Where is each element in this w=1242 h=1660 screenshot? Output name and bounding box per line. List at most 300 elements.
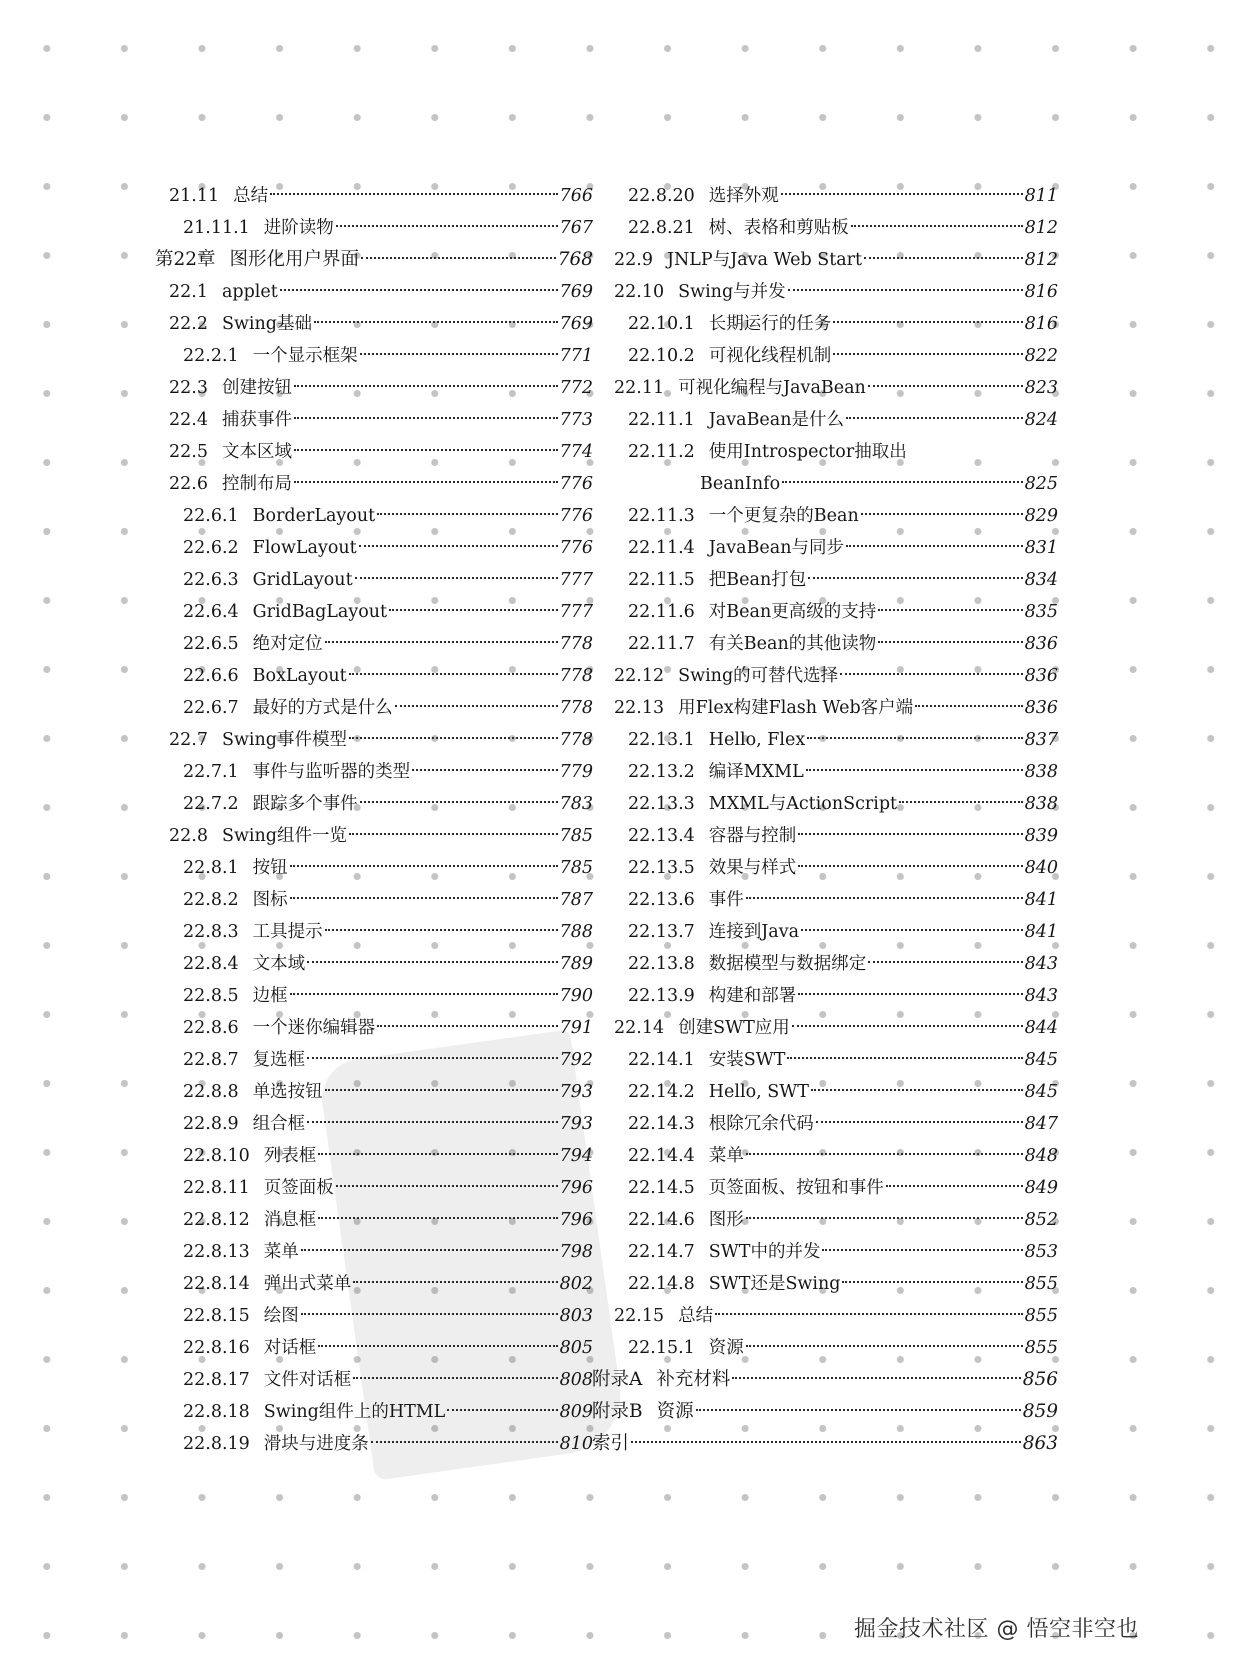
toc-entry <box>614 276 1058 308</box>
toc-entry-title: 编译MXML <box>708 762 804 782</box>
toc-entry-page: 845 <box>1024 1082 1058 1102</box>
toc-entry-page: 855 <box>1024 1306 1058 1326</box>
dot-leader <box>899 801 1023 803</box>
toc-entry-title: 长期运行的任务 <box>708 314 832 334</box>
toc-entry-number: 22.10 <box>614 282 665 302</box>
toc-entry-page: 852 <box>1024 1210 1058 1230</box>
toc-entry-page: 773 <box>559 410 593 430</box>
toc-entry-number: 22.8.3 <box>183 922 239 942</box>
toc-entry-page: 810 <box>559 1434 593 1454</box>
toc-entry-page: 849 <box>1024 1178 1058 1198</box>
toc-entry <box>628 404 1058 436</box>
toc-entry <box>155 1300 593 1332</box>
toc-entry-page: 825 <box>1024 474 1058 494</box>
toc-entry <box>628 532 1058 564</box>
toc-entry <box>628 308 1058 340</box>
dot-leader <box>696 1409 1021 1411</box>
toc-entry <box>155 980 593 1012</box>
dot-leader <box>732 1377 1020 1379</box>
toc-entry-title: 资源 <box>656 1401 694 1422</box>
toc-entry <box>155 180 593 212</box>
toc-entry-number: 22.14.1 <box>628 1050 695 1070</box>
toc-entry-page: 848 <box>1024 1146 1058 1166</box>
toc-entry-page: 853 <box>1024 1242 1058 1262</box>
toc-entry-title: 把Bean打包 <box>708 570 807 590</box>
dot-leader <box>361 257 556 259</box>
toc-entry-page: 823 <box>1024 378 1058 398</box>
toc-entry-title: GridBagLayout <box>252 602 388 622</box>
toc-entry <box>628 180 1058 212</box>
toc-entry-page: 787 <box>559 890 593 910</box>
toc-left-column <box>155 180 593 1460</box>
toc-entry <box>628 980 1058 1012</box>
toc-entry-page: 776 <box>559 506 593 526</box>
toc-entry <box>155 1172 593 1204</box>
dot-leader <box>353 1377 557 1379</box>
toc-entry-page: 771 <box>559 346 593 366</box>
toc-entry <box>628 500 1058 532</box>
toc-entry-page: 768 <box>557 249 593 270</box>
toc-entry-page: 767 <box>559 218 593 238</box>
toc-entry <box>155 1140 593 1172</box>
toc-right-column <box>592 180 1058 1460</box>
toc-entry-number: 22.8.20 <box>628 186 695 206</box>
toc-entry <box>155 916 593 948</box>
toc-entry-number: 22.15.1 <box>628 1338 695 1358</box>
dot-leader <box>270 193 557 195</box>
toc-entry <box>155 596 593 628</box>
toc-entry-title: 选择外观 <box>708 186 779 206</box>
toc-entry-title: 总结 <box>233 186 269 206</box>
dot-leader <box>325 1089 558 1091</box>
toc-entry-title: Hello, SWT <box>708 1082 809 1102</box>
dot-leader <box>840 673 1022 675</box>
toc-entry <box>155 436 593 468</box>
toc-entry <box>592 1364 1058 1396</box>
toc-entry <box>628 1172 1058 1204</box>
toc-entry-number: 22.8.12 <box>183 1210 250 1230</box>
toc-entry-number: 22.8.2 <box>183 890 239 910</box>
toc-entry-number: 22.11.5 <box>628 570 695 590</box>
toc-entry-number: 22.13.7 <box>628 922 695 942</box>
toc-entry-number: 22.11.2 <box>628 442 695 462</box>
toc-entry-number: 22.7.2 <box>183 794 239 814</box>
toc-entry-title: 工具提示 <box>252 922 323 942</box>
toc-entry-page: 777 <box>559 602 593 622</box>
dot-leader <box>377 1025 557 1027</box>
toc-entry-page: 855 <box>1024 1274 1058 1294</box>
toc-entry-number: 21.11.1 <box>183 218 250 238</box>
toc-entry <box>155 564 593 596</box>
toc-entry-number: 21.11 <box>169 186 220 206</box>
dot-leader <box>846 545 1023 547</box>
toc-entry-number: 22.14.6 <box>628 1210 695 1230</box>
dot-leader <box>318 1345 557 1347</box>
toc-entry-number: 22.2.1 <box>183 346 239 366</box>
toc-entry-title: applet <box>221 282 278 302</box>
toc-entry-number: 22.4 <box>169 410 208 430</box>
toc-entry-title: MXML与ActionScript <box>708 794 898 814</box>
toc-entry-number: 22.8.14 <box>183 1274 250 1294</box>
toc-entry-title: 滑块与进度条 <box>263 1434 369 1454</box>
toc-entry-title: 文本域 <box>252 954 306 974</box>
dot-leader <box>833 353 1022 355</box>
dot-leader <box>447 1409 557 1411</box>
toc-entry-page: 792 <box>559 1050 593 1070</box>
dot-leader <box>371 1441 558 1443</box>
toc-entry-number: 22.8.7 <box>183 1050 239 1070</box>
toc-entry-title: BeanInfo <box>700 474 781 494</box>
toc-entry <box>628 436 1058 468</box>
toc-entry-page: 844 <box>1024 1018 1058 1038</box>
toc-entry <box>155 500 593 532</box>
toc-entry-page: 837 <box>1024 730 1058 750</box>
toc-entry-title: 列表框 <box>263 1146 317 1166</box>
toc-entry-title: 创建按钮 <box>221 378 292 398</box>
toc-entry <box>628 916 1058 948</box>
toc-entry-number: 22.6.2 <box>183 538 239 558</box>
dot-leader <box>280 289 558 291</box>
toc-entry-page: 855 <box>1024 1338 1058 1358</box>
toc-entry-page: 836 <box>1024 634 1058 654</box>
toc-entry <box>628 948 1058 980</box>
toc-entry-title: FlowLayout <box>252 538 357 558</box>
dot-leader <box>349 833 558 835</box>
toc-entry-page: 793 <box>559 1082 593 1102</box>
toc-entry-number: 22.14.4 <box>628 1146 695 1166</box>
toc-entry-title: 最好的方式是什么 <box>252 698 393 718</box>
toc-entry-number: 第22章 <box>155 249 216 270</box>
toc-entry-number: 22.13.9 <box>628 986 695 1006</box>
toc-entry-title: 文本区域 <box>221 442 292 462</box>
toc-entry-title: 事件与监听器的类型 <box>252 762 411 782</box>
dot-leader <box>349 673 558 675</box>
toc-entry-title: 跟踪多个事件 <box>252 794 358 814</box>
dot-leader <box>395 705 558 707</box>
dot-leader <box>807 737 1022 739</box>
dot-leader <box>290 897 558 899</box>
dot-leader <box>294 417 558 419</box>
dot-leader <box>822 1249 1022 1251</box>
dot-leader <box>746 1217 1023 1219</box>
dot-leader <box>325 929 558 931</box>
toc-entry-title: JNLP与Java Web Start <box>666 250 863 270</box>
toc-entry-title: 控制布局 <box>221 474 292 494</box>
toc-entry-title: 一个显示框架 <box>252 346 358 366</box>
toc-entry-number: 22.8.19 <box>183 1434 250 1454</box>
toc-entry-number: 22.8.4 <box>183 954 239 974</box>
toc-entry-number: 22.8.1 <box>183 858 239 878</box>
toc-entry-number: 22.13.3 <box>628 794 695 814</box>
toc-entry-number: 附录A <box>592 1369 643 1390</box>
toc-entry-page: 841 <box>1024 922 1058 942</box>
toc-entry-number: 22.13.6 <box>628 890 695 910</box>
toc-entry-title: Swing事件模型 <box>221 730 348 750</box>
toc-entry-number: 22.7 <box>169 730 208 750</box>
dot-leader <box>798 833 1022 835</box>
dot-leader <box>782 481 1022 483</box>
dot-leader <box>868 385 1023 387</box>
toc-entry-title: 图形 <box>708 1210 744 1230</box>
toc-entry-title: 绝对定位 <box>252 634 323 654</box>
toc-entry-number: 索引 <box>592 1433 630 1454</box>
toc-entry <box>155 404 593 436</box>
toc-entry-page: 816 <box>1024 314 1058 334</box>
dot-leader <box>349 737 558 739</box>
toc-entry-number: 22.6.7 <box>183 698 239 718</box>
toc-entry <box>155 788 593 820</box>
toc-entry <box>614 372 1058 404</box>
toc-entry <box>155 1108 593 1140</box>
dot-leader <box>294 385 558 387</box>
toc-entry <box>592 1428 1058 1460</box>
toc-entry <box>155 1364 593 1396</box>
toc-entry-page: 769 <box>559 282 593 302</box>
toc-entry-title: 连接到Java <box>708 922 800 942</box>
toc-entry-title: 根除冗余代码 <box>708 1114 814 1134</box>
toc-entry-page: 785 <box>559 826 593 846</box>
toc-entry-title: Hello, Flex <box>708 730 806 750</box>
toc-entry <box>155 1428 593 1460</box>
toc-entry-page: 836 <box>1024 698 1058 718</box>
dot-leader <box>307 1121 557 1123</box>
toc-entry <box>155 212 593 244</box>
dot-leader <box>301 1313 558 1315</box>
toc-entry-title: GridLayout <box>252 570 353 590</box>
toc-entry-page: 841 <box>1024 890 1058 910</box>
toc-entry-title: BorderLayout <box>252 506 376 526</box>
toc-entry-title: Swing与并发 <box>678 282 786 302</box>
toc-entry-title: 对Bean更高级的支持 <box>708 602 877 622</box>
toc-entry-title: Swing组件一览 <box>221 826 348 846</box>
toc-entry-page: 796 <box>559 1178 593 1198</box>
toc-entry <box>155 852 593 884</box>
toc-entry-number: 22.11.4 <box>628 538 695 558</box>
toc-entry-title: 菜单 <box>708 1146 744 1166</box>
dot-leader <box>290 993 558 995</box>
toc-entry <box>155 660 593 692</box>
toc-entry <box>155 692 593 724</box>
toc-entry-title: 使用Introspector抽取出 <box>708 442 907 462</box>
toc-entry-page: 788 <box>559 922 593 942</box>
toc-entry <box>155 1044 593 1076</box>
dot-leader <box>787 1057 1022 1059</box>
dot-leader <box>715 1313 1022 1315</box>
dot-leader <box>412 769 557 771</box>
toc-entry <box>628 1332 1058 1364</box>
dot-leader <box>318 1153 557 1155</box>
toc-entry <box>628 212 1058 244</box>
toc-entry-number: 22.14.7 <box>628 1242 695 1262</box>
toc-entry-title: 用Flex构建Flash Web客户端 <box>678 698 914 718</box>
toc-entry-page: 824 <box>1024 410 1058 430</box>
toc-entry-title: 复选框 <box>252 1050 306 1070</box>
watermark: 掘金技术社区 @ 悟空非空也 <box>854 1617 1139 1642</box>
dot-leader <box>788 289 1023 291</box>
toc-entry <box>628 1076 1058 1108</box>
toc-entry-page: 778 <box>559 730 593 750</box>
dot-leader <box>336 225 558 227</box>
toc-entry-page: 843 <box>1024 986 1058 1006</box>
toc-entry-number: 22.3 <box>169 378 208 398</box>
dot-leader <box>861 513 1023 515</box>
dot-leader <box>355 577 558 579</box>
toc-entry-number: 22.13.5 <box>628 858 695 878</box>
toc-entry <box>614 1300 1058 1332</box>
dot-leader <box>359 545 558 547</box>
dot-leader <box>294 481 558 483</box>
toc-entry-number: 22.10.2 <box>628 346 695 366</box>
toc-entry-title: 总结 <box>678 1306 714 1326</box>
toc-entry-page: 776 <box>559 474 593 494</box>
toc-entry-title: 捕获事件 <box>221 410 292 430</box>
toc-entry-number: 22.13.4 <box>628 826 695 846</box>
toc-entry-number: 22.8.17 <box>183 1370 250 1390</box>
dot-leader <box>360 353 558 355</box>
toc-entry-title: 进阶读物 <box>263 218 334 238</box>
toc-entry-page: 843 <box>1024 954 1058 974</box>
toc-entry <box>155 1332 593 1364</box>
toc-entry-page: 777 <box>559 570 593 590</box>
toc-entry-number: 22.13 <box>614 698 665 718</box>
toc-entry-title: 单选按钮 <box>252 1082 323 1102</box>
toc-entry <box>628 756 1058 788</box>
toc-entry-title: 一个迷你编辑器 <box>252 1018 376 1038</box>
toc-entry-page: 778 <box>559 666 593 686</box>
toc-entry-number: 22.11.6 <box>628 602 695 622</box>
toc-entry <box>155 1236 593 1268</box>
toc-entry-title: 组合框 <box>252 1114 306 1134</box>
toc-entry-page: 836 <box>1024 666 1058 686</box>
toc-entry-number: 22.11 <box>614 378 665 398</box>
dot-leader <box>746 1153 1023 1155</box>
toc-entry <box>628 788 1058 820</box>
toc-entry-title: 数据模型与数据绑定 <box>708 954 867 974</box>
toc-entry <box>628 1044 1058 1076</box>
toc-entry-number: 22.8.10 <box>183 1146 250 1166</box>
toc-entry-number: 附录B <box>592 1401 643 1422</box>
toc-entry-page: 822 <box>1024 346 1058 366</box>
toc-entry <box>155 372 593 404</box>
toc-entry-page: 796 <box>559 1210 593 1230</box>
toc-entry <box>592 1396 1058 1428</box>
dot-leader <box>353 1281 557 1283</box>
dot-leader <box>360 801 558 803</box>
toc-entry-title: 弹出式菜单 <box>263 1274 352 1294</box>
toc-entry-title: Swing组件上的HTML <box>263 1402 446 1422</box>
toc-entry-number: 22.15 <box>614 1306 665 1326</box>
toc-entry-number: 22.10.1 <box>628 314 695 334</box>
toc-entry-number: 22.11.7 <box>628 634 695 654</box>
dot-leader <box>806 769 1023 771</box>
toc-entry-page: 774 <box>559 442 593 462</box>
toc-entry-page: 794 <box>559 1146 593 1166</box>
toc-entry-title: 边框 <box>252 986 288 1006</box>
toc-entry-number: 22.6.5 <box>183 634 239 654</box>
toc-entry-title: 对话框 <box>263 1338 317 1358</box>
toc-entry-title: 图形化用户界面 <box>229 249 360 270</box>
toc-entry-title: 页签面板、按钮和事件 <box>708 1178 884 1198</box>
toc-entry-title: 可视化线程机制 <box>708 346 832 366</box>
dot-leader <box>307 961 557 963</box>
toc-entry-page: 829 <box>1024 506 1058 526</box>
toc-entry-page: 785 <box>559 858 593 878</box>
dot-leader <box>389 609 558 611</box>
toc-entry-number: 22.8.18 <box>183 1402 250 1422</box>
toc-entry <box>628 1268 1058 1300</box>
toc-entry-page: 835 <box>1024 602 1058 622</box>
toc-entry-page: 769 <box>559 314 593 334</box>
dot-leader <box>842 1281 1022 1283</box>
toc-entry-title: 图标 <box>252 890 288 910</box>
toc-entry <box>155 468 593 500</box>
toc-entry <box>155 244 593 276</box>
toc-entry-title: 容器与控制 <box>708 826 797 846</box>
dot-leader <box>746 897 1023 899</box>
dot-leader <box>868 961 1022 963</box>
dot-leader <box>307 1057 557 1059</box>
toc-entry-number: 22.8.21 <box>628 218 695 238</box>
toc-entry <box>614 660 1058 692</box>
dot-leader <box>294 449 558 451</box>
toc-entry-title: 按钮 <box>252 858 288 878</box>
toc-entry-title: 页签面板 <box>263 1178 334 1198</box>
toc-entry <box>155 340 593 372</box>
dot-leader <box>318 1217 557 1219</box>
toc-entry-number: 22.13.1 <box>628 730 695 750</box>
dot-leader <box>325 641 558 643</box>
dot-leader <box>631 1441 1021 1443</box>
toc-entry-number: 22.7.1 <box>183 762 239 782</box>
toc-entry-number: 22.11.1 <box>628 410 695 430</box>
dot-leader <box>746 1345 1023 1347</box>
toc-entry <box>155 1396 593 1428</box>
toc-entry-title: 构建和部署 <box>708 986 797 1006</box>
toc-entry-page: 798 <box>559 1242 593 1262</box>
toc-entry-number: 22.2 <box>169 314 208 334</box>
toc-entry-number: 22.1 <box>169 282 208 302</box>
toc-entry-title: 可视化编程与JavaBean <box>678 378 866 398</box>
toc-entry-page: 790 <box>559 986 593 1006</box>
toc-entry <box>155 308 593 340</box>
dot-leader <box>801 929 1023 931</box>
toc-entry <box>628 820 1058 852</box>
dot-leader <box>808 577 1022 579</box>
toc-entry-number: 22.8.16 <box>183 1338 250 1358</box>
toc-entry-page: 856 <box>1022 1369 1058 1390</box>
toc-entry-title: 创建SWT应用 <box>678 1018 790 1038</box>
toc-entry-title: 一个更复杂的Bean <box>708 506 859 526</box>
toc-entry-number: 22.8.15 <box>183 1306 250 1326</box>
toc-entry <box>155 820 593 852</box>
toc-entry-number: 22.14.8 <box>628 1274 695 1294</box>
toc-entry-page: 778 <box>559 634 593 654</box>
toc-entry-title: 有关Bean的其他读物 <box>708 634 877 654</box>
toc-entry <box>628 564 1058 596</box>
toc-entry-title: BoxLayout <box>252 666 347 686</box>
toc-entry-page: 859 <box>1022 1401 1058 1422</box>
dot-leader <box>886 1185 1023 1187</box>
toc-entry-page: 766 <box>559 186 593 206</box>
dot-leader <box>816 1121 1023 1123</box>
toc-entry-page: 776 <box>559 538 593 558</box>
dot-leader <box>798 865 1022 867</box>
toc-entry-title: 事件 <box>708 890 744 910</box>
dot-leader <box>377 513 557 515</box>
toc-entry-page: 789 <box>559 954 593 974</box>
toc-entry-page: 803 <box>559 1306 593 1326</box>
toc-entry-page: 772 <box>559 378 593 398</box>
